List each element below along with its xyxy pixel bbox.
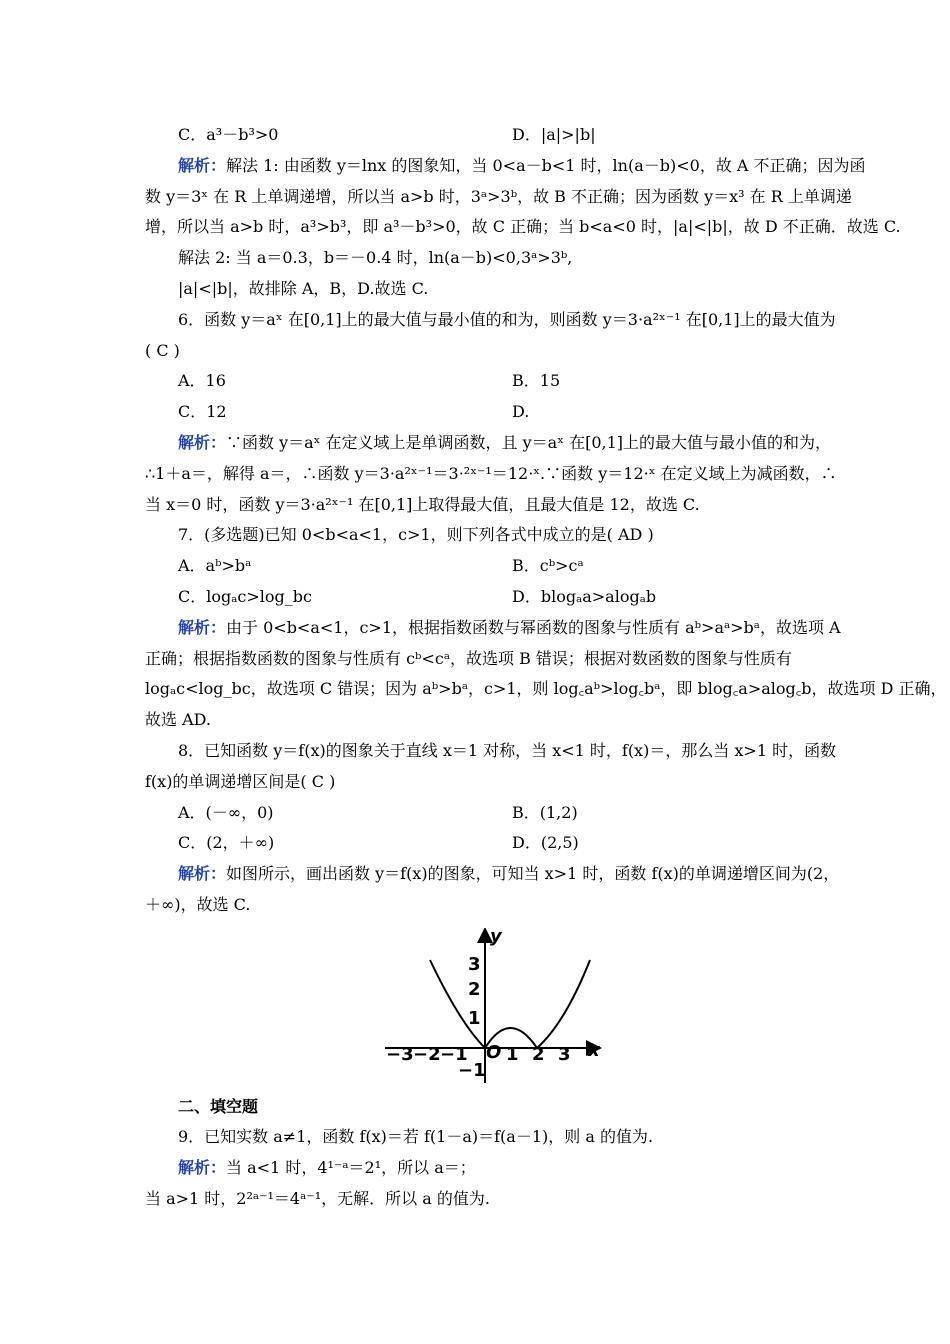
text-line xyxy=(512,832,579,854)
text-content: 数 y＝3ˣ 在 R 上单调递增，所以当 a>b 时，3ᵃ>3ᵇ，故 B 不正确；因为函数 y＝x³ 在 R 上单调递 xyxy=(145,187,852,206)
text-content: B．15 xyxy=(512,371,561,390)
text-line xyxy=(145,340,815,362)
text-line xyxy=(512,802,578,824)
analysis-label: 解析： xyxy=(178,864,227,883)
text-content: 6．函数 y＝aˣ 在[0,1]上的最大值与最小值的和为，则函数 y＝3·a²ˣ⁻¹ 在[0,1]上的最大值为 xyxy=(178,310,836,329)
x-tick: 3 xyxy=(558,1044,571,1065)
text-content: C．a³－b³>0 xyxy=(178,125,279,144)
text-line xyxy=(178,247,848,269)
text-line xyxy=(145,894,815,916)
text-line xyxy=(145,1188,815,1210)
text-line xyxy=(178,1096,848,1118)
text-line xyxy=(512,124,596,146)
analysis-label: 解析： xyxy=(178,156,227,175)
curve-right xyxy=(537,960,590,1048)
text-content: |a|<|b|，故排除 A，B，D.故选 C. xyxy=(178,279,429,298)
text-line xyxy=(178,863,848,885)
text-content: logₐc<log_bc，故选项 C 错误；因为 aᵇ>bᵃ，c>1，则 log꜀aᵇ>log꜀bᵃ，即 blog꜀a>alog꜀b，故选项 D 正确， xyxy=(145,679,947,698)
text-content: 故选 AD. xyxy=(145,710,211,729)
text-content: 当 x＝0 时，函数 y＝3·a²ˣ⁻¹ 在[0,1]上取得最大值，且最大值是 12，故选 C. xyxy=(145,495,700,514)
text-content: C．logₐc>log_bc xyxy=(178,587,312,606)
text-content: 7．(多选题)已知 0<b<a<1，c>1，则下列各式中成立的是( AD ) xyxy=(178,525,654,544)
y-tick: −1 xyxy=(458,1060,486,1081)
text-content: 当 a>1 时，2²ᵃ⁻¹＝4ᵃ⁻¹，无解．所以 a 的值为. xyxy=(145,1189,490,1208)
text-content: 当 a<1 时，4¹⁻ᵃ＝2¹，所以 a＝； xyxy=(226,1158,476,1177)
text-line xyxy=(178,740,848,762)
text-content: 如图所示，画出函数 y＝f(x)的图象，可知当 x>1 时，函数 f(x)的单调递增区间为(2， xyxy=(226,864,840,883)
text-content: C．(2，＋∞) xyxy=(178,833,275,852)
text-line xyxy=(178,524,848,546)
text-content: D. xyxy=(512,402,530,421)
text-content: D．(2,5) xyxy=(512,833,579,852)
text-content: A．(－∞，0) xyxy=(178,803,274,822)
text-content: D．|a|>|b| xyxy=(512,125,596,144)
x-axis-label: x xyxy=(588,1040,600,1061)
y-tick: 3 xyxy=(468,954,481,975)
text-content: ∴1＋a＝，解得 a＝，∴函数 y＝3·a²ˣ⁻¹＝3·²ˣ⁻¹＝12·ˣ.∵函数 y＝12·ˣ 在定义域上为减函数，∴ xyxy=(145,464,837,483)
analysis-label: 解析： xyxy=(178,618,227,637)
text-content: B．cᵇ>cᵃ xyxy=(512,556,584,575)
text-content: B．(1,2) xyxy=(512,803,578,822)
text-line xyxy=(512,401,529,423)
text-content: ＋∞)，故选 C. xyxy=(145,895,251,914)
text-line xyxy=(178,278,848,300)
text-content: ∵函数 y＝aˣ 在定义域上是单调函数，且 y＝aˣ 在[0,1]上的最大值与最小值的和为， xyxy=(226,433,832,452)
analysis-label: 解析： xyxy=(178,1158,227,1177)
text-line xyxy=(145,494,815,516)
text-line xyxy=(512,555,584,577)
text-content: 8．已知函数 y＝f(x)的图象关于直线 x＝1 对称，当 x<1 时，f(x)＝，那么当 x>1 时，函数 xyxy=(178,741,837,760)
x-tick: −2 xyxy=(413,1044,441,1065)
text-content: 由于 0<b<a<1，c>1，根据指数函数与幂函数的图象与性质有 aᵇ>aᵃ>bᵃ，故选项 A xyxy=(226,618,841,637)
text-content: 9．已知实数 a≠1，函数 f(x)＝若 f(1－a)＝f(a－1)，则 a 的值为. xyxy=(178,1127,654,1146)
text-content: 二、填空题 xyxy=(178,1097,259,1116)
x-tick: 2 xyxy=(532,1044,545,1065)
text-line xyxy=(145,463,837,485)
text-line xyxy=(145,216,901,238)
text-content: 增，所以当 a>b 时，a³>b³，即 a³－b³>0，故 C 正确；当 b<a<0 时，|a|<|b|，故 D 不正确．故选 C. xyxy=(145,217,901,236)
function-graph xyxy=(380,928,610,1088)
text-content: 解法 2: 当 a＝0.3，b＝－0.4 时，ln(a－b)<0,3ᵃ>3ᵇ, xyxy=(178,248,573,267)
text-content: C．12 xyxy=(178,402,227,421)
text-line xyxy=(512,586,656,608)
text-content: 正确；根据指数函数的图象与性质有 cᵇ<cᵃ，故选项 B 错误；根据对数函数的图象与性质有 xyxy=(145,649,792,668)
text-line xyxy=(178,1157,848,1179)
text-line xyxy=(178,617,848,639)
text-content: A．16 xyxy=(178,371,226,390)
text-content: 解法 1: 由函数 y＝lnx 的图象知，当 0<a－b<1 时，ln(a－b)<0，故 A 不正确；因为函 xyxy=(226,156,866,175)
x-tick: −1 xyxy=(440,1044,468,1065)
y-axis-label: y xyxy=(490,928,502,947)
text-content: ( C ) xyxy=(145,341,180,360)
text-line xyxy=(145,186,852,208)
y-tick: 1 xyxy=(468,1008,481,1029)
x-tick: 1 xyxy=(506,1044,519,1065)
text-line xyxy=(145,678,947,700)
text-line xyxy=(145,709,815,731)
x-tick: −3 xyxy=(386,1044,414,1065)
text-line xyxy=(178,432,848,454)
analysis-label: 解析： xyxy=(178,433,227,452)
y-tick: 2 xyxy=(468,979,481,1000)
text-content: D．blogₐa>alogₐb xyxy=(512,587,657,606)
text-line xyxy=(178,155,866,177)
text-line xyxy=(145,771,815,793)
text-content: f(x)的单调递增区间是( C ) xyxy=(145,772,336,791)
text-line xyxy=(145,648,815,670)
origin-label: O xyxy=(486,1042,502,1063)
text-line xyxy=(178,1126,848,1148)
text-line xyxy=(512,370,560,392)
text-content: A．aᵇ>bᵃ xyxy=(178,556,252,575)
text-line xyxy=(178,309,848,331)
